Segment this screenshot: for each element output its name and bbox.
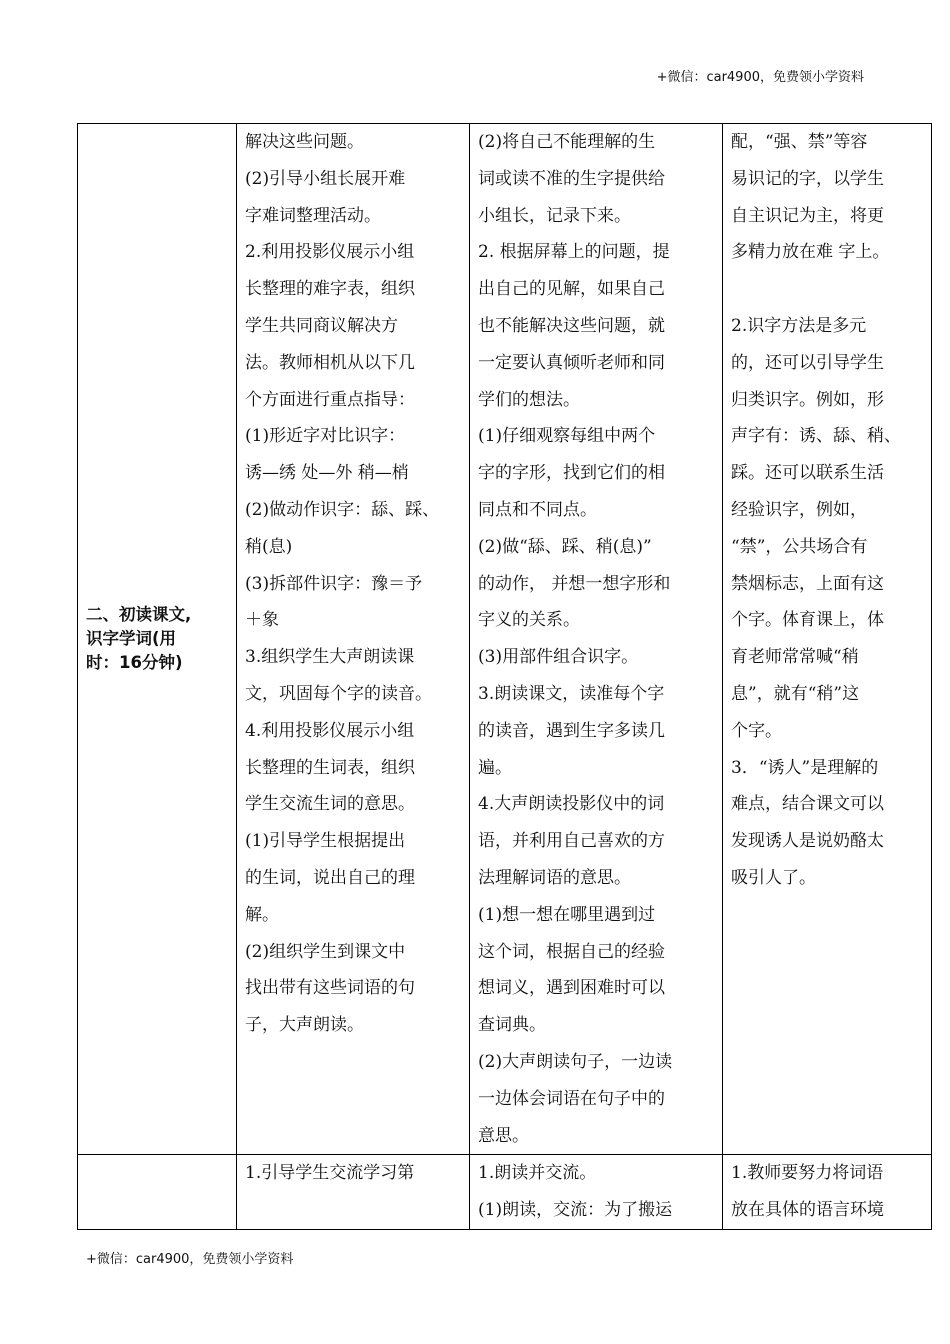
text-line: 词或读不准的生字提供给 [478, 168, 665, 189]
stage-title [86, 603, 228, 675]
text-line: 也不能解决这些问题，就 [478, 315, 665, 336]
student-activity-cell [470, 1155, 723, 1230]
header-note: +微信：car4900，免费领小学资料 [656, 70, 864, 85]
text-line: 这个词，根据自己的经验 [478, 941, 665, 962]
text-line: 一边体会词语在句子中的 [478, 1088, 665, 1109]
text-line: 的动作， 并想一想字形和 [478, 573, 671, 594]
text-line: 长整理的生词表，组织 [245, 757, 415, 778]
text-line: 小组长，记录下来。 [478, 205, 631, 226]
text-line: 易识记的字，以学生 [731, 168, 884, 189]
text-line: 子，大声朗读。 [245, 1015, 364, 1036]
text-line: 2.识字方法是多元 [731, 315, 867, 336]
text-line: 3.朗读课文，读准每个字 [478, 683, 665, 704]
text-line: 4.利用投影仪展示小组 [245, 720, 415, 741]
text-line: 法理解词语的意思。 [478, 867, 631, 888]
text-line: 经验识字，例如， [731, 499, 867, 520]
text-line: 2. 根据屏幕上的问题，提 [478, 242, 670, 263]
text-line: (1)仔细观察每组中两个 [478, 426, 656, 447]
text-line: 自主识记为主，将更 [731, 205, 884, 226]
text-line: 出自己的见解，如果自己 [478, 279, 665, 300]
text-line: 3．“诱人”是理解的 [731, 757, 879, 778]
text-line: 同点和不同点。 [478, 499, 597, 520]
text-line: (2)做“舔、踩、稍(息)” [478, 536, 652, 557]
table-row [78, 124, 932, 1155]
stage-title-line: 二、初读课文, [86, 605, 192, 625]
text-line: ＋象 [245, 610, 279, 631]
text-line: 字义的关系。 [478, 610, 580, 631]
text-line: (2)做动作识字：舔、踩、 [245, 499, 440, 520]
design-intent-cell [723, 1155, 932, 1230]
text-line: (3)拆部件识字：豫＝予 [245, 573, 423, 594]
text-line: 育老师常常喊“稍 [731, 647, 859, 668]
design-intent-cell [723, 124, 932, 1155]
text-line: 字的字形，找到它们的相 [478, 463, 665, 484]
text-line: 发现诱人是说奶酪太 [731, 831, 884, 852]
stage-cell [78, 124, 237, 1155]
text-line: 诱—绣 处—外 稍—梢 [245, 463, 409, 484]
text-line: 语，并利用自己喜欢的方 [478, 831, 665, 852]
text-line: 息”，就有“稍”这 [731, 683, 860, 704]
text-line: (3)用部件组合识字。 [478, 647, 639, 668]
text-line: (1)想一想在哪里遇到过 [478, 904, 656, 925]
text-line: (1)朗读，交流：为了搬运 [478, 1200, 673, 1221]
text-line: 3.组织学生大声朗读课 [245, 647, 415, 668]
text-line: (2)将自己不能理解的生 [478, 132, 656, 152]
text-line: 学们的想法。 [478, 389, 580, 410]
text-line: 声字有：诱、舔、稍、 [731, 426, 901, 447]
text-line: 个字。体育课上，体 [731, 610, 884, 631]
text-line: 文，巩固每个字的读音。 [245, 683, 432, 704]
text-line: 多精力放在难 字上。 [731, 242, 890, 263]
footer-note: +微信：car4900，免费领小学资料 [86, 1252, 294, 1267]
text-line: 4.大声朗读投影仪中的词 [478, 794, 665, 815]
text-line: 法。教师相机从以下几 [245, 352, 415, 373]
text-line: 解决这些问题。 [245, 132, 364, 152]
text-line: 吸引人了。 [731, 867, 816, 888]
teacher-activity-cell [237, 1155, 470, 1230]
text-line: 长整理的难字表，组织 [245, 279, 415, 300]
text-line: 学生共同商议解决方 [245, 315, 398, 336]
text-line: (2)引导小组长展开难 [245, 168, 406, 189]
stage-title-line: 识字学词(用 [86, 629, 177, 649]
stage-cell [78, 1155, 237, 1230]
text-line: 的读音，遇到生字多读几 [478, 720, 665, 741]
text-line: 找出带有这些词语的句 [245, 978, 415, 999]
text-line: 配，“强、禁”等容 [731, 132, 868, 152]
text-line: 个方面进行重点指导： [245, 389, 415, 410]
paragraph-gap [731, 271, 923, 308]
table-row [78, 1155, 932, 1230]
text-line: 1.引导学生交流学习第 [245, 1163, 415, 1184]
text-line: “禁”，公共场合有 [731, 536, 868, 557]
text-line: 想词义，遇到困难时可以 [478, 978, 665, 999]
text-line: 学生交流生词的意思。 [245, 794, 415, 815]
text-line: 1.教师要努力将词语 [731, 1163, 884, 1184]
text-line: 稍(息) [245, 536, 293, 557]
text-line: 的，还可以引导学生 [731, 352, 884, 373]
text-line: 禁烟标志，上面有这 [731, 573, 884, 594]
lesson-plan-table [77, 123, 932, 1230]
text-line: 踩。还可以联系生活 [731, 463, 884, 484]
text-line: 查词典。 [478, 1015, 546, 1036]
teacher-activity-cell [237, 124, 470, 1155]
student-activity-cell [470, 124, 723, 1155]
text-line: 1.朗读并交流。 [478, 1163, 597, 1184]
text-line: 遍。 [478, 757, 512, 778]
text-line: (2)组织学生到课文中 [245, 941, 406, 962]
text-line: 归类识字。例如，形 [731, 389, 884, 410]
text-line: 个字。 [731, 720, 782, 741]
text-line: 一定要认真倾听老师和同 [478, 352, 665, 373]
text-line: 难点，结合课文可以 [731, 794, 884, 815]
text-line: 字难词整理活动。 [245, 205, 381, 226]
text-line: 2.利用投影仪展示小组 [245, 242, 415, 263]
text-line: 解。 [245, 904, 279, 925]
text-line: (1)形近字对比识字： [245, 426, 406, 447]
stage-title-line: 时：16分钟) [86, 653, 183, 673]
text-line: 意思。 [478, 1125, 529, 1146]
text-line: 放在具体的语言环境 [731, 1200, 884, 1221]
text-line: (1)引导学生根据提出 [245, 831, 406, 852]
text-line: 的生词，说出自己的理 [245, 867, 415, 888]
text-line: (2)大声朗读句子，一边读 [478, 1051, 673, 1072]
